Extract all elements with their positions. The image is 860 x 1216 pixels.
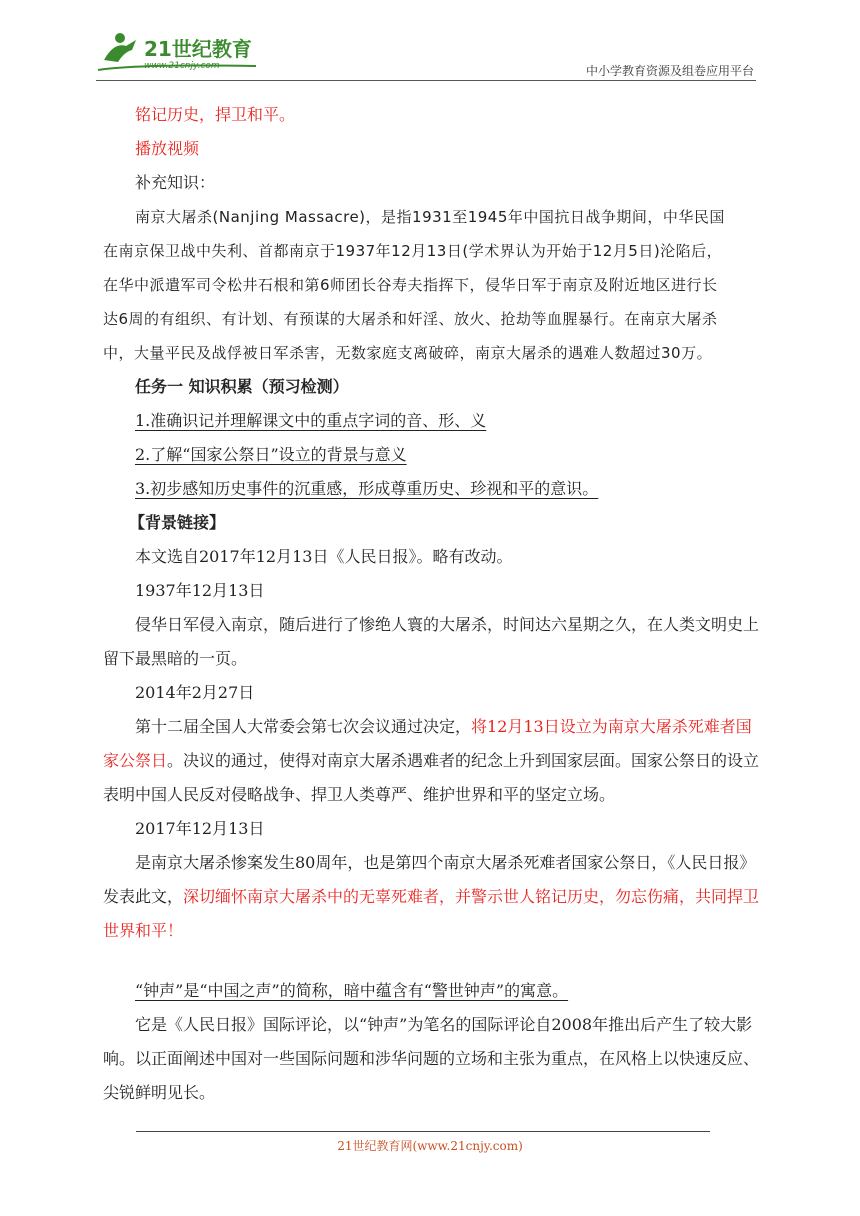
logo-url: www.21cnjy.com (144, 61, 220, 71)
paragraph-2014: 第十二届全国人大常委会第七次会议通过决定，将12月13日设立为南京大屠杀死难者国家公祭日。决议的通过，使得对南京大屠杀遇难者的纪念上升到国家层面。国家公祭日的设立表明中国人民反对侵略战争、捍卫人类尊严、维护世界和平的坚定立场。 (103, 717, 760, 804)
commemorate-highlight: 深切缅怀南京大屠杀中的无辜死难者，并警示世人铭记历史，勿忘伤痛，共同捍卫世界和平！ (103, 887, 760, 940)
page-header (96, 30, 756, 82)
footer-text: 21世纪教育网(www.21cnjy.com) (337, 1139, 523, 1153)
zhongsheng-definition: “钟声”是“中国之声”的简称，暗中蕴含有“警世钟声”的寓意。 (135, 981, 569, 1000)
task-heading: 任务一 知识积累（预习检测） (135, 377, 349, 396)
date-1937: 1937年12月13日 (135, 581, 265, 600)
date-2014: 2014年2月27日 (135, 683, 255, 702)
logo (96, 30, 266, 76)
line-supplement: 补充知识： (135, 173, 216, 192)
goal-3: 3.初步感知历史事件的沉重感，形成尊重历史、珍视和平的意识。 (135, 479, 599, 498)
paragraph-2017: 是南京大屠杀惨案发生80周年，也是第四个南京大屠杀死难者国家公祭日，《人民日报》发表此文，深切缅怀南京大屠杀中的无辜死难者，并警示世人铭记历史，勿忘伤痛，共同捍卫世界和平！ (103, 853, 760, 940)
document-body (103, 98, 763, 1110)
goal-1: 1.准确识记并理解课文中的重点字词的音、形、义 (135, 411, 487, 430)
line-play-video: 播放视频 (135, 139, 200, 158)
goal-2: 2.了解“国家公祭日”设立的背景与意义 (135, 445, 407, 464)
date-2017: 2017年12月13日 (135, 819, 265, 838)
memorial-day-highlight: 将12月13日设立为南京大屠杀死难者国家公祭日 (103, 717, 752, 770)
paragraph-zhongsheng: 它是《人民日报》国际评论，以“钟声”为笔名的国际评论自2008年推出后产生了较大影响。以正面阐述中国对一些国际问题和涉华问题的立场和主张为重点，在风格上以快速反应、尖锐鲜明见长。 (103, 1015, 760, 1102)
paragraph-massacre: 南京大屠杀(Nanjing Massacre)，是指1931至1945年中国抗日战争期间，中华民国在南京保卫战中失利、首都南京于1937年12月13日(学术界认为开始于12月5日)沦陷后，在华中派遣军司令松井石根和第6师团长谷寿夫指挥下，侵华日军于南京及附近地区进行长达6周的有组织、有计划、有预谋的大屠杀和奸淫、放火、抢劫等血腥暴行。在南京大屠杀中，大量平民及战俘被日军杀害，无数家庭支离破碎，南京大屠杀的遇难人数超过30万。 (103, 208, 725, 362)
line-remember-history: 铭记历史，捍卫和平。 (135, 105, 296, 124)
header-divider (96, 80, 756, 81)
footer-divider (136, 1131, 710, 1132)
source-line: 本文选自2017年12月13日《人民日报》。略有改动。 (135, 547, 513, 566)
logo-text: 21世纪教育 (144, 37, 252, 61)
header-platform-text: 中小学教育资源及组卷应用平台 (585, 64, 754, 78)
background-link-heading: 【背景链接】 (129, 513, 226, 532)
paragraph-1937: 侵华日军侵入南京，随后进行了惨绝人寰的大屠杀，时间达六星期之久，在人类文明史上留下最黑暗的一页。 (103, 615, 760, 668)
